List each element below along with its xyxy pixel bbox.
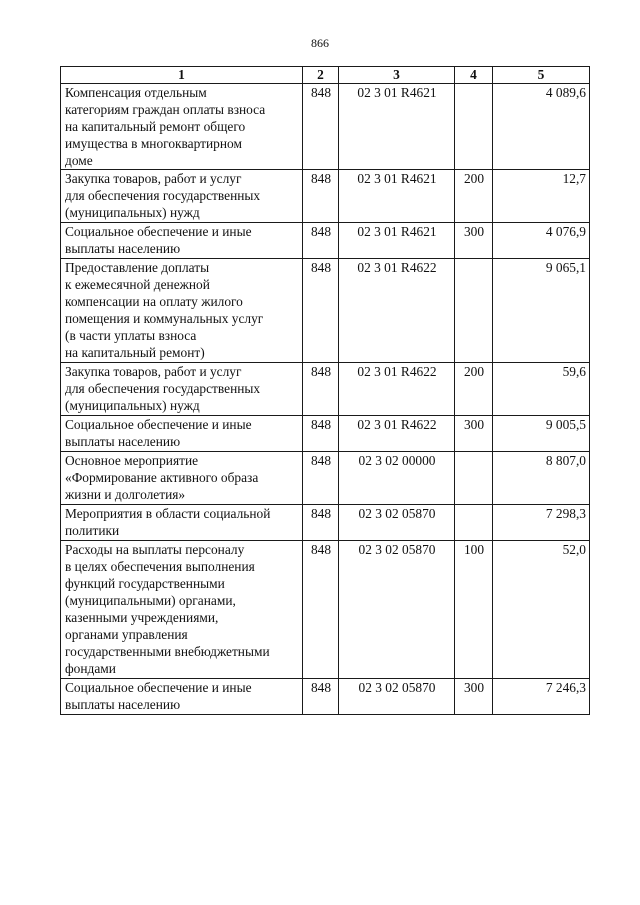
row-vr-cell: 100 — [455, 541, 493, 679]
row-ved-cell: 848 — [303, 505, 339, 541]
table-row — [61, 170, 590, 223]
table-row — [61, 679, 590, 715]
header-col-3: 3 — [339, 67, 455, 84]
row-csr-cell: 02 3 02 05870 — [339, 505, 455, 541]
row-name-cell: Закупка товаров, работ и услуг для обеспечения государственных (муниципальных) нужд — [61, 170, 303, 223]
row-sum-cell: 8 807,0 — [493, 452, 590, 505]
row-csr-cell: 02 3 01 R4621 — [339, 84, 455, 170]
row-name-cell: Социальное обеспечение и иные выплаты населению — [61, 416, 303, 452]
header-col-1: 1 — [61, 67, 303, 84]
row-ved-cell: 848 — [303, 416, 339, 452]
row-ved-cell: 848 — [303, 363, 339, 416]
row-sum-cell: 9 005,5 — [493, 416, 590, 452]
row-vr-cell: 200 — [455, 363, 493, 416]
row-sum-cell: 52,0 — [493, 541, 590, 679]
row-sum-cell: 7 298,3 — [493, 505, 590, 541]
row-name-cell: Закупка товаров, работ и услуг для обеспечения государственных (муниципальных) нужд — [61, 363, 303, 416]
table-row — [61, 84, 590, 170]
row-vr-cell: 300 — [455, 679, 493, 715]
row-name-cell: Основное мероприятие «Формирование активного образа жизни и долголетия» — [61, 452, 303, 505]
row-sum-cell: 4 089,6 — [493, 84, 590, 170]
table-row — [61, 223, 590, 259]
row-csr-cell: 02 3 02 05870 — [339, 679, 455, 715]
row-sum-cell: 9 065,1 — [493, 259, 590, 363]
row-sum-cell: 59,6 — [493, 363, 590, 416]
row-ved-cell: 848 — [303, 541, 339, 679]
row-name-cell: Мероприятия в области социальной политики — [61, 505, 303, 541]
row-ved-cell: 848 — [303, 259, 339, 363]
row-ved-cell: 848 — [303, 84, 339, 170]
row-name-cell: Компенсация отдельным категориям граждан оплаты взноса на капитальный ремонт общего имущества в многоквартирном доме — [61, 84, 303, 170]
row-ved-cell: 848 — [303, 223, 339, 259]
table-header-row — [61, 67, 590, 84]
table-row — [61, 416, 590, 452]
row-name-cell: Социальное обеспечение и иные выплаты населению — [61, 223, 303, 259]
table-row — [61, 541, 590, 679]
row-ved-cell: 848 — [303, 679, 339, 715]
table-row — [61, 363, 590, 416]
row-csr-cell: 02 3 02 05870 — [339, 541, 455, 679]
row-sum-cell: 4 076,9 — [493, 223, 590, 259]
header-col-5: 5 — [493, 67, 590, 84]
row-sum-cell: 12,7 — [493, 170, 590, 223]
page-number: 866 — [311, 36, 329, 50]
row-csr-cell: 02 3 01 R4621 — [339, 170, 455, 223]
row-csr-cell: 02 3 01 R4622 — [339, 259, 455, 363]
row-vr-cell — [455, 84, 493, 170]
row-csr-cell: 02 3 01 R4622 — [339, 416, 455, 452]
table-row — [61, 259, 590, 363]
row-vr-cell: 300 — [455, 223, 493, 259]
row-csr-cell: 02 3 02 00000 — [339, 452, 455, 505]
row-vr-cell: 300 — [455, 416, 493, 452]
header-col-2: 2 — [303, 67, 339, 84]
header-col-4: 4 — [455, 67, 493, 84]
row-name-cell: Расходы на выплаты персоналу в целях обеспечения выполнения функций государственными (муниципальными) органами, казенными учреждениями, органами управления государственными внебюджетными фондами — [61, 541, 303, 679]
row-name-cell: Социальное обеспечение и иные выплаты населению — [61, 679, 303, 715]
row-ved-cell: 848 — [303, 170, 339, 223]
table-row — [61, 505, 590, 541]
row-csr-cell: 02 3 01 R4622 — [339, 363, 455, 416]
row-sum-cell: 7 246,3 — [493, 679, 590, 715]
row-csr-cell: 02 3 01 R4621 — [339, 223, 455, 259]
table-row — [61, 452, 590, 505]
row-vr-cell — [455, 259, 493, 363]
row-name-cell: Предоставление доплаты к ежемесячной денежной компенсации на оплату жилого помещения и коммунальных услуг (в части уплаты взноса на капитальный ремонт) — [61, 259, 303, 363]
budget-table — [60, 66, 590, 715]
row-vr-cell: 200 — [455, 170, 493, 223]
row-vr-cell — [455, 452, 493, 505]
row-vr-cell — [455, 505, 493, 541]
row-ved-cell: 848 — [303, 452, 339, 505]
